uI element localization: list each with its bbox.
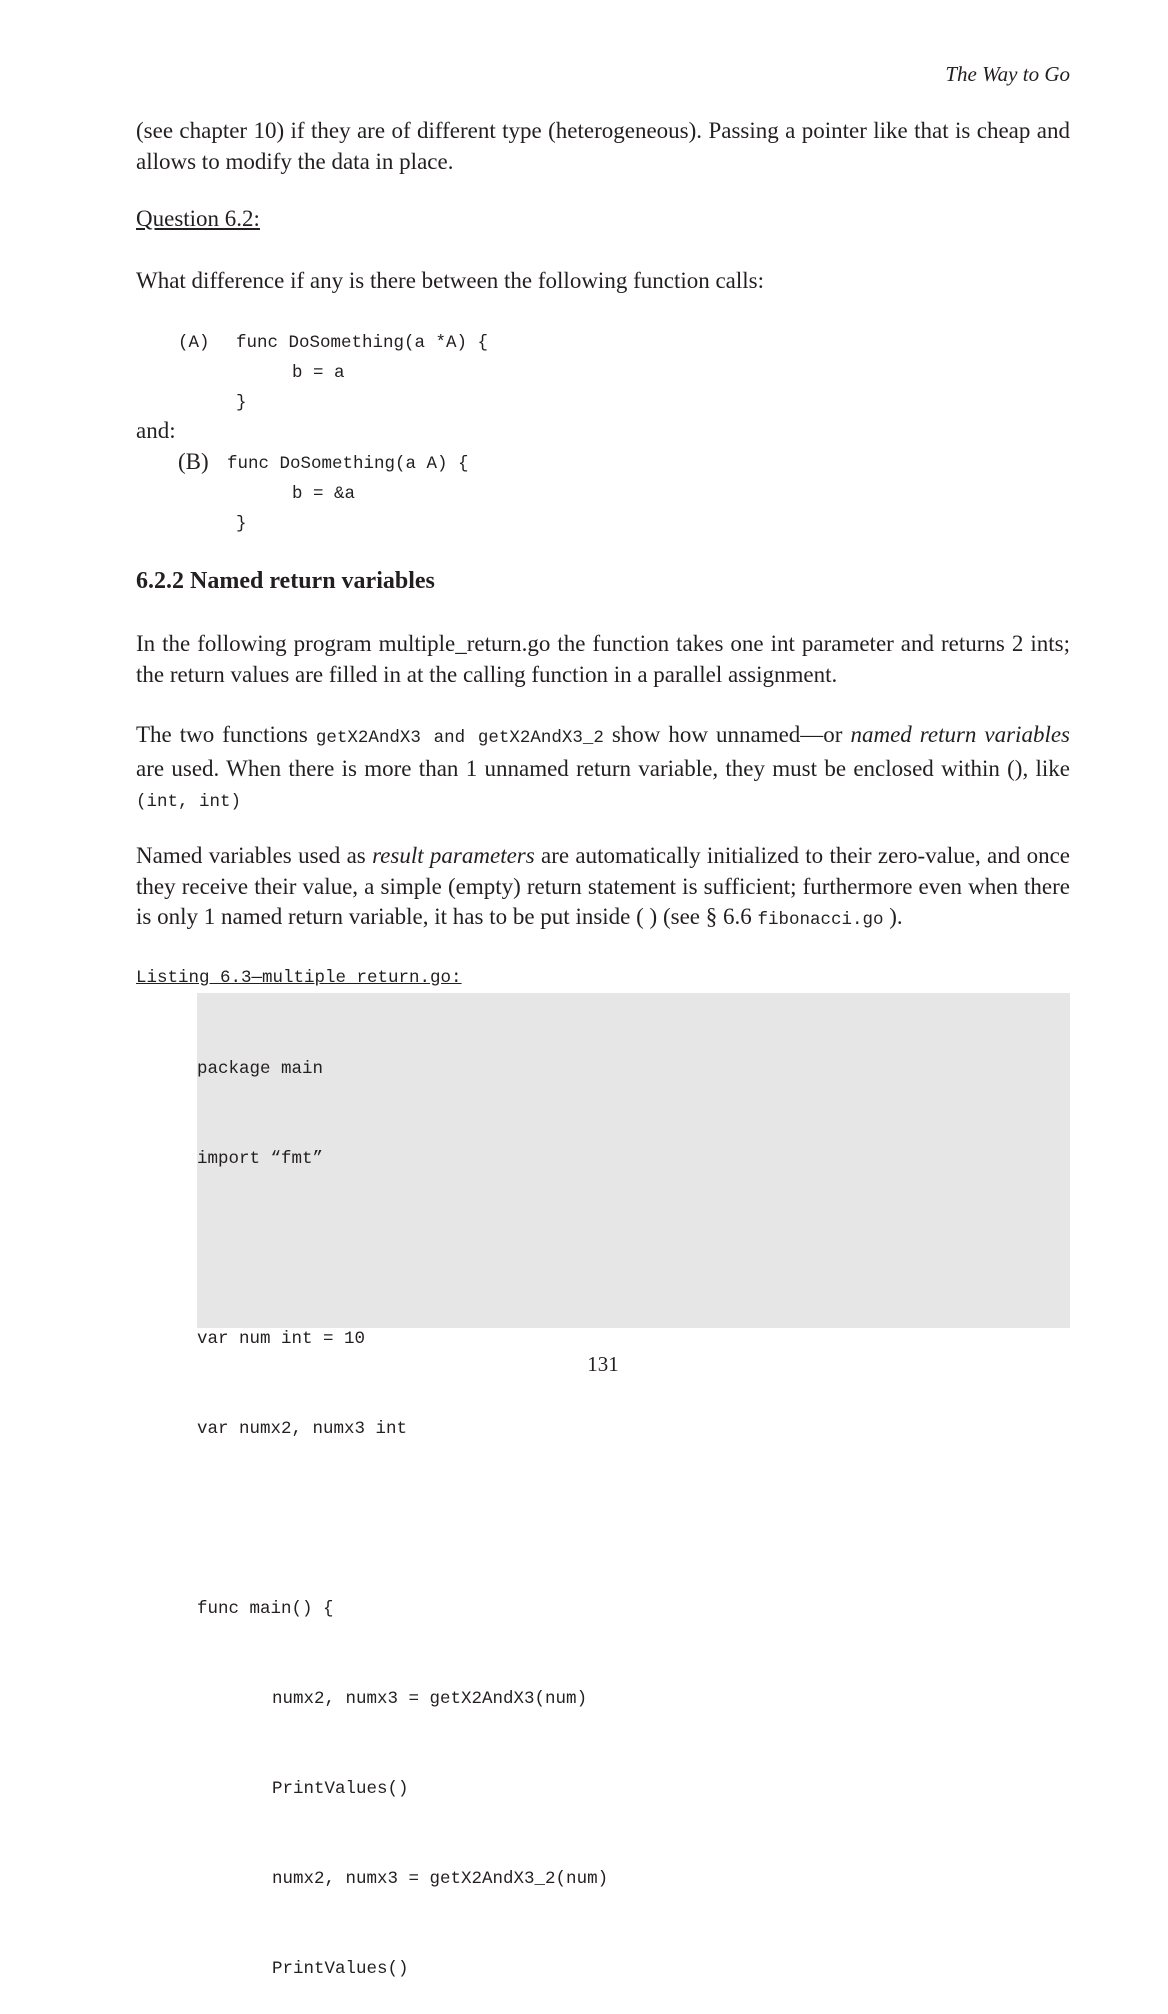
text: are used. When there is more than 1 unnamed return variable, they must be enclosed within (), like xyxy=(136,755,1070,781)
code-line: func main() { xyxy=(197,1599,334,1619)
emphasis: named return variables xyxy=(850,722,1070,747)
intro-paragraph: (see chapter 10) if they are of different type (heterogeneous). Passing a pointer like that is cheap and allows to modify the data in place. xyxy=(136,118,1070,174)
code-line: PrintValues() xyxy=(188,1959,409,1979)
text: show how unnamed—or xyxy=(603,722,851,747)
code-line: PrintValues() xyxy=(188,1779,409,1799)
inline-code: (int, int) xyxy=(136,792,242,812)
option-a-label: (A) xyxy=(178,333,210,353)
question-title: Question 6.2: xyxy=(136,206,260,231)
section-paragraph-1: In the following program multiple_return.go the function takes one int parameter and returns 2 ints; the return values are filled in at the calling function in a parallel assignment. xyxy=(136,631,1070,687)
code-line: numx2, numx3 = getX2AndX3(num) xyxy=(188,1689,588,1709)
code-line: func DoSomething(a *A) { xyxy=(236,333,489,353)
code-line xyxy=(197,1504,608,1534)
code-line: import “fmt” xyxy=(197,1149,324,1169)
text: are automatically initialized to their zero-value, and once they receive their value, a simple (empty) return statement is sufficient; furthermore even when there is only 1 named return variable, it has to be put inside ( ) (see § 6.6 xyxy=(136,843,1070,929)
code-line xyxy=(197,1234,608,1264)
code-line: b = a xyxy=(292,363,345,383)
code-line: func DoSomething(a A) { xyxy=(227,454,469,474)
inline-code: getX2AndX3 and getX2AndX3_2 xyxy=(315,728,604,748)
code-line: package main xyxy=(197,1059,324,1079)
running-header: The Way to Go xyxy=(945,62,1070,86)
code-line: var numx2, numx3 int xyxy=(197,1419,408,1439)
connector-text: and: xyxy=(136,418,176,443)
section-paragraph-3 xyxy=(136,841,1070,936)
code-line: numx2, numx3 = getX2AndX3_2(num) xyxy=(188,1869,609,1889)
inline-code: fibonacci.go xyxy=(757,910,884,930)
question-prompt: What difference if any is there between the following function calls: xyxy=(136,268,765,293)
code-line: } xyxy=(236,514,247,534)
text: The two functions xyxy=(136,722,316,747)
text: Named variables used as xyxy=(136,843,373,868)
code-line: var num int = 10 xyxy=(197,1329,366,1349)
section-heading: 6.2.2 Named return variables xyxy=(136,568,435,594)
code-line: } xyxy=(236,393,247,413)
listing-caption: Listing 6.3—multiple_return.go: xyxy=(136,968,462,988)
text: ). xyxy=(883,904,903,929)
option-b-label: (B) xyxy=(178,449,209,474)
section-paragraph-2 xyxy=(136,720,1070,818)
emphasis: result parameters xyxy=(372,843,535,868)
code-line: b = &a xyxy=(292,484,356,504)
page-number: 131 xyxy=(587,1352,619,1376)
